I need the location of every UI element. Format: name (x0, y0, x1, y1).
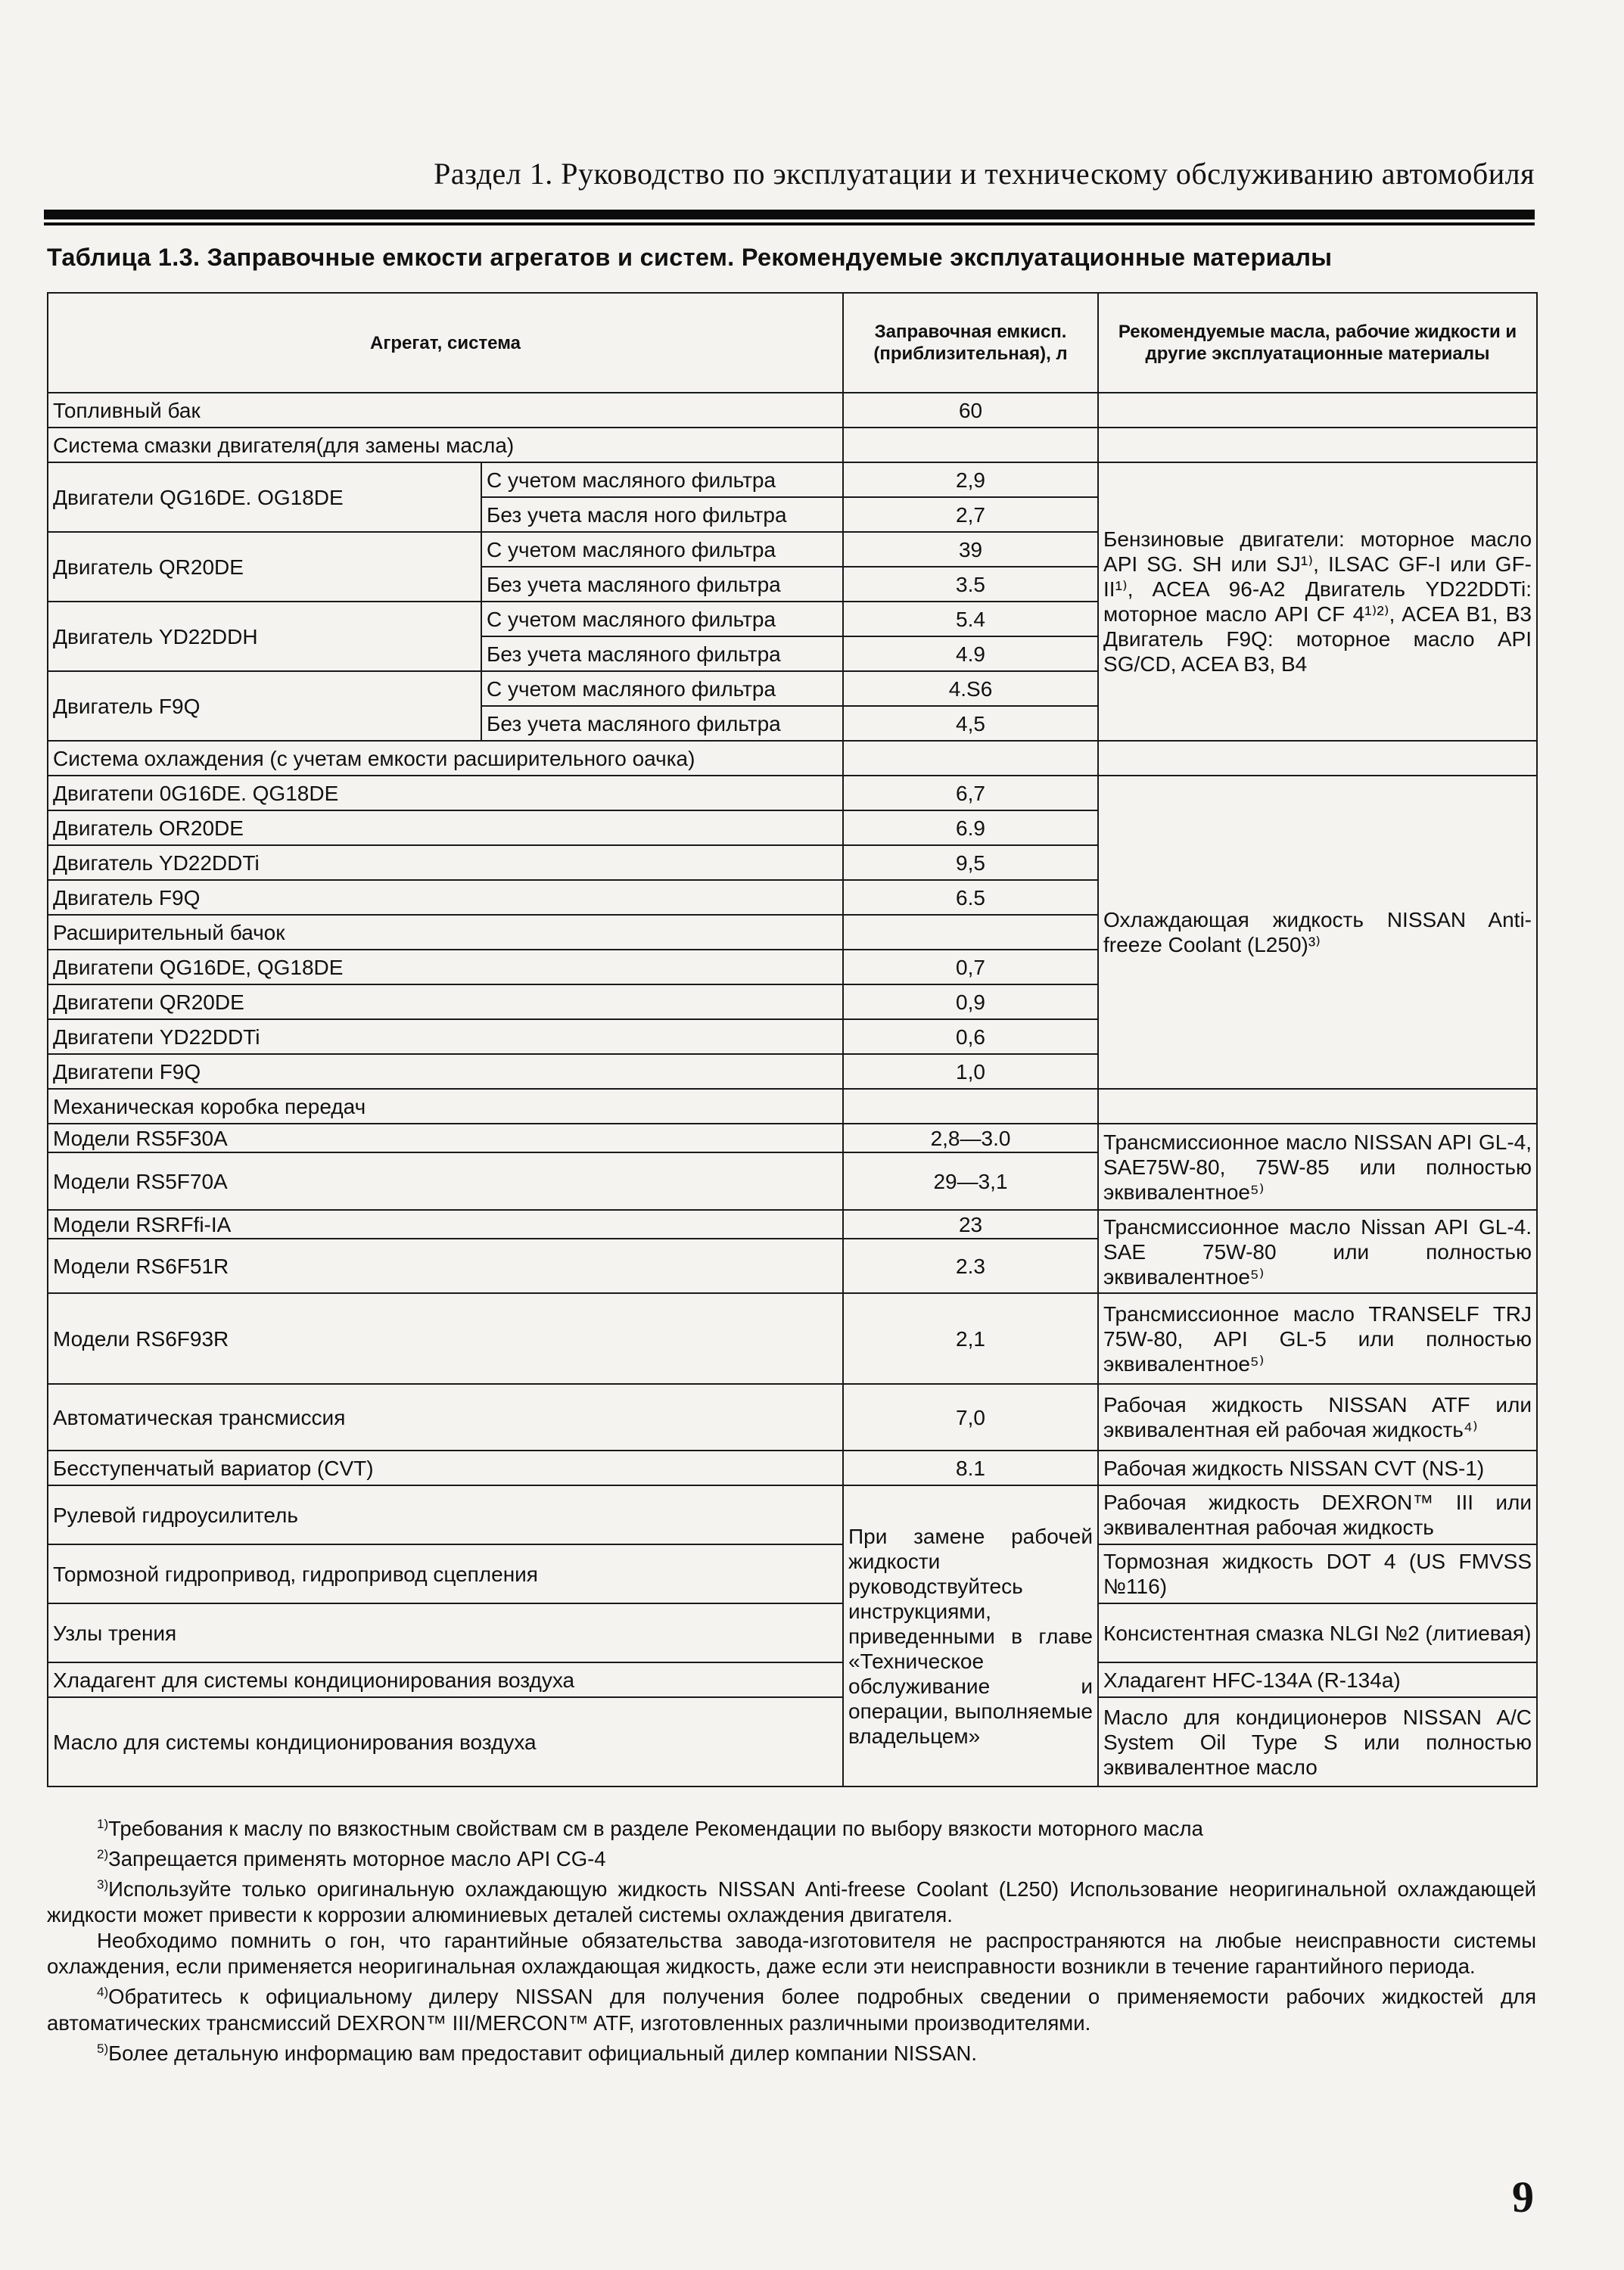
table-row (48, 1451, 1537, 1485)
row-label: Двигатель OR20DE (48, 810, 843, 845)
row-value: 29—3,1 (843, 1152, 1098, 1210)
row-value: 7,0 (843, 1384, 1098, 1451)
row-value (843, 428, 1098, 462)
footnote-text: Требования к маслу по вязкостным свойствам см в разделе Рекомендации по выбору вязкости моторного масла (108, 1817, 1203, 1841)
row-value: 60 (843, 393, 1098, 428)
footnote-mark: 3) (97, 1877, 109, 1892)
filter-without: Без учета масляного фильтра (481, 567, 843, 602)
row-label: Модели RS6F93R (48, 1293, 843, 1384)
row-value: 6,7 (843, 776, 1098, 810)
table-row (48, 393, 1537, 428)
table-row (48, 1603, 1537, 1662)
row-rec (1098, 428, 1537, 462)
manual-recommendation-3: Трансмиссионное масло TRANSELF TRJ 75W-80, API GL-5 или полностью эквивалентное⁵⁾ (1098, 1293, 1537, 1384)
table-row (48, 1124, 1537, 1152)
table-row (48, 1293, 1537, 1384)
row-rec: Рабочая жидкость NISSAN CVT (NS-1) (1098, 1451, 1537, 1485)
row-label: Автоматическая трансмиссия (48, 1384, 843, 1451)
row-value (843, 1089, 1098, 1124)
row-value: 4,5 (843, 706, 1098, 741)
row-value: 0,7 (843, 950, 1098, 984)
footnote-text: Обратитесь к официальному дилеру NISSAN для получения более подробных сведении о применяемости рабочих жидкостей для автоматических трансмиссий DEXRON™ III/MERCON™ ATF, изготовленных различными производителями. (47, 1985, 1536, 2035)
table-row (48, 1089, 1537, 1124)
header-rule-thin (44, 222, 1535, 225)
row-value: 2,8—3.0 (843, 1124, 1098, 1152)
row-value: 23 (843, 1210, 1098, 1239)
row-value: 3.5 (843, 567, 1098, 602)
row-rec: Масло для кондиционеров NISSAN A/C System Oil Type S или полностью эквивалентное масло (1098, 1697, 1537, 1786)
row-label: Двигатепи F9Q (48, 1054, 843, 1089)
filter-without: Без учета масляного фильтра (481, 706, 843, 741)
engine-label: Двигатель YD22DDH (48, 602, 481, 671)
replace-note: При замене рабочей жидкости руководствуйтесь инструкциями, приведенными в главе «Техническое обслуживание и операции, выполняемые владельцем» (843, 1485, 1098, 1786)
row-value: 0,9 (843, 984, 1098, 1019)
row-rec (1098, 393, 1537, 428)
table-row (48, 462, 1537, 497)
manual-recommendation-1: Трансмиссионное масло NISSAN API GL-4, SAE75W-80, 75W-85 или полностью эквивалентное⁵⁾ (1098, 1124, 1537, 1210)
row-label: Бесступенчатый вариатор (CVT) (48, 1451, 843, 1485)
row-value: 2,7 (843, 497, 1098, 532)
row-label: Масло для системы кондиционирования воздуха (48, 1697, 843, 1786)
table-row (48, 1697, 1537, 1786)
row-value: 5.4 (843, 602, 1098, 636)
table-row (48, 1210, 1537, 1239)
section-label: Система смазки двигателя(для замены масла) (48, 428, 843, 462)
row-label: Модели RS5F70A (48, 1152, 843, 1210)
manual-recommendation-2: Трансмиссионное масло Nissan API GL-4. SAE 75W-80 или полностью эквивалентное⁵⁾ (1098, 1210, 1537, 1293)
filter-with: С учетом масляного фильтра (481, 462, 843, 497)
table-header-row (48, 293, 1537, 393)
row-label: Двигатепи QG16DE, QG18DE (48, 950, 843, 984)
footnote-mark: 5) (97, 2041, 109, 2056)
row-value: 0,6 (843, 1019, 1098, 1054)
cooling-recommendation: Охлаждающая жидкость NISSAN Anti-freeze Coolant (L250)³⁾ (1098, 776, 1537, 1089)
footnote (47, 1842, 1536, 1872)
filter-without: Без учета масля ного фильтра (481, 497, 843, 532)
row-value: 6.5 (843, 880, 1098, 915)
row-value: 2,1 (843, 1293, 1098, 1384)
engine-label: Двигатели QG16DE. OG18DE (48, 462, 481, 532)
row-label: Двигатель F9Q (48, 880, 843, 915)
table-row (48, 1485, 1537, 1544)
filter-with: С учетом масляного фильтра (481, 602, 843, 636)
row-value: 2,9 (843, 462, 1098, 497)
footnote-text: Более детальную информацию вам предоставит официальный дилер компании NISSAN. (108, 2041, 977, 2065)
row-label: Двигатепи 0G16DE. QG18DE (48, 776, 843, 810)
footnote-text: Запрещается применять моторное масло API CG-4 (108, 1847, 606, 1871)
footnote-paragraph: Необходимо помнить о гон, что гарантийные обязательства завода-изготовителя не распространяются на любые неисправности системы охлаждения, если применяется неоригинальная охлаждающая жидкость, даже если эти неисправности возникли в течение гарантийного периода. (47, 1929, 1536, 1979)
engine-label: Двигатель QR20DE (48, 532, 481, 602)
page-number: 9 (1512, 2172, 1534, 2222)
row-label: Рулевой гидроусилитель (48, 1485, 843, 1544)
row-label: Топливный бак (48, 393, 843, 428)
table-row (48, 1384, 1537, 1451)
lube-recommendation: Бензиновые двигатели: моторное масло API SG. SH или SJ¹⁾, ILSAC GF-I или GF-II¹⁾, ACEA 96-A2 Двигатель YD22DDTi: моторное масло API CF 4¹⁾²⁾, ACEA B1, B3 Двигатель F9Q: моторное масло API SG/CD, ACEA B3, B4 (1098, 462, 1537, 741)
row-rec: Рабочая жидкость NISSAN ATF или эквивалентная ей рабочая жидкость⁴⁾ (1098, 1384, 1537, 1451)
footnote-mark: 4) (97, 1985, 109, 2000)
row-value: 9,5 (843, 845, 1098, 880)
row-label: Двигатепи YD22DDTi (48, 1019, 843, 1054)
row-value (843, 915, 1098, 950)
page-header: Раздел 1. Руководство по эксплуатации и техническому обслуживанию автомобиля (434, 157, 1535, 191)
row-label: Тормозной гидропривод, гидропривод сцепления (48, 1544, 843, 1603)
table-row (48, 428, 1537, 462)
row-label: Двигатель YD22DDTi (48, 845, 843, 880)
footnote (47, 1811, 1536, 1842)
row-value: 2.3 (843, 1239, 1098, 1293)
footnotes (47, 1811, 1536, 2066)
row-label: Хладагент для системы кондиционирования воздуха (48, 1662, 843, 1697)
section-label: Расширительный бачок (48, 915, 843, 950)
engine-label: Двигатель F9Q (48, 671, 481, 741)
row-value: 6.9 (843, 810, 1098, 845)
footnote (47, 1979, 1536, 2035)
header-rule-thick (44, 210, 1535, 219)
row-value (843, 741, 1098, 776)
row-value: 4.9 (843, 636, 1098, 671)
row-value: 1,0 (843, 1054, 1098, 1089)
col-header-materials: Рекомендуемые масла, рабочие жидкости и другие эксплуатационные материалы (1098, 293, 1537, 393)
footnote (47, 2036, 1536, 2066)
col-header-capacity: Заправочная емкисп. (приблизительная), л (843, 293, 1098, 393)
row-label: Двигатепи QR20DE (48, 984, 843, 1019)
row-value: 8.1 (843, 1451, 1098, 1485)
footnote-text: Используйте только оригинальную охлаждающую жидкость NISSAN Anti-freese Coolant (L250) Использование неоригинальной охлаждающей жидкости может привести к коррозии алюминиевых деталей системы охлаждения двигателя. (47, 1877, 1536, 1927)
filter-with: С учетом масляного фильтра (481, 671, 843, 706)
footnote-mark: 2) (97, 1847, 109, 1862)
table-title: Таблица 1.3. Заправочные емкости агрегатов и систем. Рекомендуемые эксплуатационные материалы (47, 244, 1333, 271)
table-row (48, 1662, 1537, 1697)
row-value: 39 (843, 532, 1098, 567)
row-rec (1098, 741, 1537, 776)
section-label: Механическая коробка передач (48, 1089, 843, 1124)
table-row (48, 1544, 1537, 1603)
row-rec: Хладагент HFC-134A (R-134a) (1098, 1662, 1537, 1697)
footnote (47, 1872, 1536, 1928)
row-label: Модели RS5F30A (48, 1124, 843, 1152)
section-label: Система охлаждения (с учетам емкости расширительного оачка) (48, 741, 843, 776)
capacity-table (47, 292, 1538, 1787)
table-row (48, 741, 1537, 776)
row-label: Модели RS6F51R (48, 1239, 843, 1293)
filter-without: Без учета масляного фильтра (481, 636, 843, 671)
col-header-unit: Агрегат, система (48, 293, 843, 393)
filter-with: С учетом масляного фильтра (481, 532, 843, 567)
table-row (48, 776, 1537, 810)
row-rec (1098, 1089, 1537, 1124)
row-rec: Консистентная смазка NLGI №2 (литиевая) (1098, 1603, 1537, 1662)
row-value: 4.S6 (843, 671, 1098, 706)
footnote-mark: 1) (97, 1817, 109, 1831)
row-rec: Рабочая жидкость DEXRON™ III или эквивалентная рабочая жидкость (1098, 1485, 1537, 1544)
row-label: Модели RSRFfi-IA (48, 1210, 843, 1239)
row-label: Узлы трения (48, 1603, 843, 1662)
row-rec: Тормозная жидкость DOT 4 (US FMVSS №116) (1098, 1544, 1537, 1603)
